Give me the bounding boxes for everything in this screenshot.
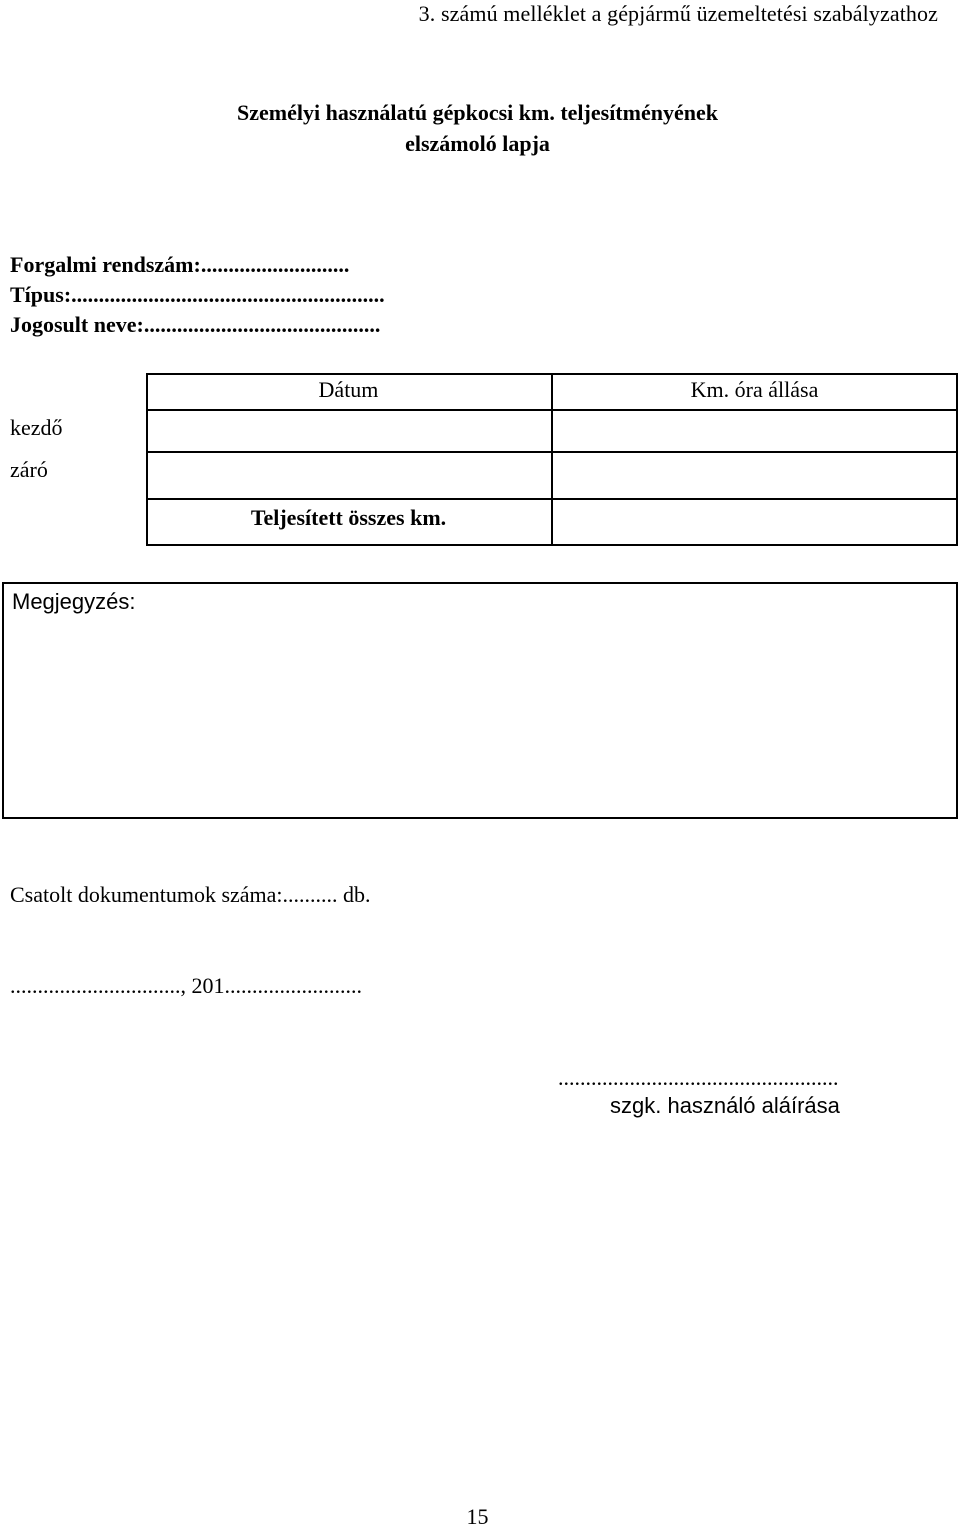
vehicle-type-field: Típus:.........................................................: [10, 282, 385, 307]
document-title-line-2: elszámoló lapja: [405, 131, 550, 156]
page-number: 15: [466, 1504, 489, 1529]
date-column-header: Dátum: [318, 377, 379, 402]
odometer-column-header: Km. óra állása: [690, 377, 819, 402]
plate-number-field: Forgalmi rendszám:...........................: [10, 252, 350, 277]
end-row-label: záró: [10, 457, 48, 482]
annex-header: 3. számú melléklet a gépjármű üzemeltetési szabályzathoz: [418, 1, 938, 26]
signature-label: szgk. használó aláírása: [610, 1093, 840, 1118]
total-km-label: Teljesített összes km.: [250, 505, 447, 530]
attachments-count-line: Csatolt dokumentumok száma:.......... db.: [10, 882, 371, 907]
place-date-line: ..............................., 201.........................: [10, 973, 362, 998]
start-row-label: kezdő: [10, 415, 63, 440]
notes-box: [2, 582, 958, 819]
signature-line: ...................................................: [558, 1065, 839, 1090]
document-title-line-1: Személyi használatú gépkocsi km. teljesítményének: [237, 100, 718, 125]
notes-label: Megjegyzés:: [12, 589, 136, 614]
holder-name-field: Jogosult neve:...........................................: [10, 312, 381, 337]
